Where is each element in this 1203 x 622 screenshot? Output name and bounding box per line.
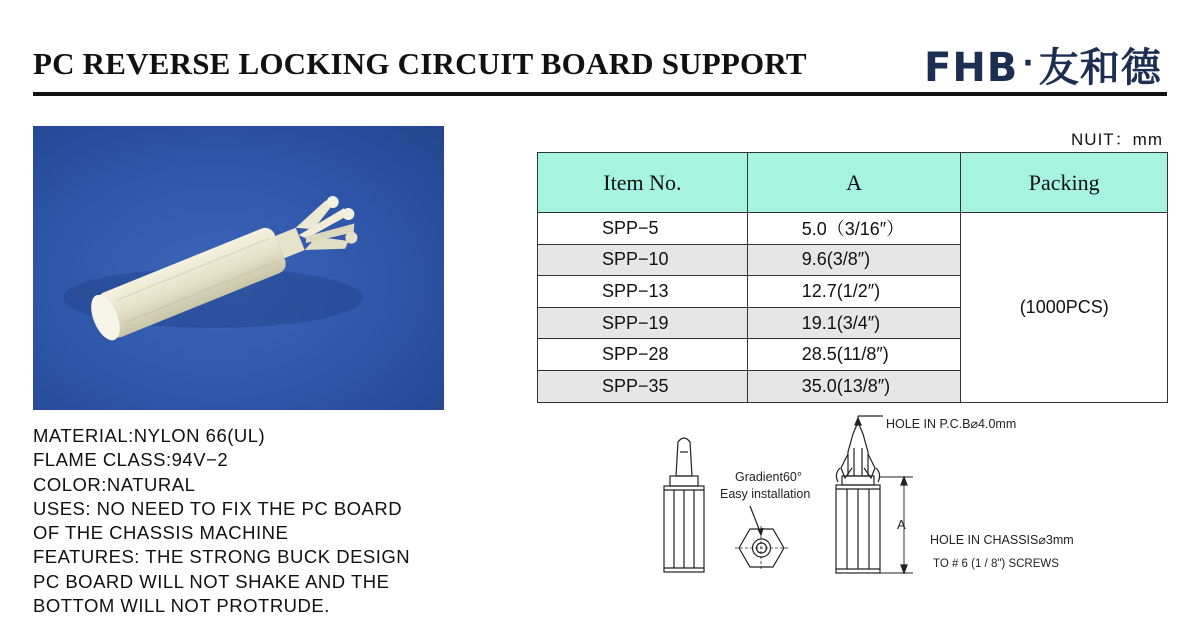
product-photo-illustration xyxy=(33,126,444,410)
cell-packing: (1000PCS) xyxy=(961,213,1168,403)
spec-line: USES: NO NEED TO FIX THE PC BOARD xyxy=(33,497,403,519)
table-row xyxy=(538,213,1168,245)
easy-install-label: Easy installation xyxy=(720,487,811,501)
spec-table xyxy=(537,152,1168,403)
product-photo xyxy=(33,126,444,410)
cell-a: 9.6(3/8″) xyxy=(747,244,961,276)
cell-item: SPP−10 xyxy=(538,244,748,276)
side-view-drawing xyxy=(664,438,704,572)
cell-a: 28.5(11/8″) xyxy=(747,339,961,371)
col-header-a: A xyxy=(747,153,961,213)
spec-list xyxy=(33,424,410,618)
spec-table-header xyxy=(538,153,1168,213)
header-rule xyxy=(33,92,1167,96)
screws-label: TO # 6 (1 / 8") SCREWS xyxy=(933,558,1059,570)
cell-item: SPP−28 xyxy=(538,339,748,371)
cell-item: SPP−35 xyxy=(538,370,748,402)
cell-item: SPP−19 xyxy=(538,307,748,339)
spec-line: COLOR:NATURAL xyxy=(33,473,196,495)
cell-a: 35.0(13/8″) xyxy=(747,370,961,402)
gradient-label: Gradient60° xyxy=(735,470,802,484)
spec-line: OF THE CHASSIS MACHINE xyxy=(33,522,289,544)
cell-a: 12.7(1/2″) xyxy=(747,276,961,308)
brand-dot: · xyxy=(1022,46,1035,81)
spec-line: BOTTOM WILL NOT PROTRUDE. xyxy=(33,595,330,617)
spec-line: FEATURES: THE STRONG BUCK DESIGN xyxy=(33,546,411,568)
dimension-a-label: A xyxy=(897,517,906,532)
cell-item: SPP−5 xyxy=(538,213,748,245)
brand-logo xyxy=(924,36,1162,93)
technical-drawing xyxy=(655,408,1115,588)
unit-label: NUIT：mm xyxy=(1071,130,1163,149)
hole-chassis-label: HOLE IN CHASSIS⌀3mm xyxy=(930,533,1074,547)
brand-cjk: 友和德 xyxy=(1038,45,1162,91)
hole-pcb-label: HOLE IN P.C.B⌀4.0mm xyxy=(886,417,1017,431)
col-header-packing: Packing xyxy=(961,153,1168,213)
col-header-item: Item No. xyxy=(538,153,748,213)
hex-top-view-drawing xyxy=(735,506,788,570)
cell-a: 5.0（3/16″） xyxy=(747,213,961,245)
spec-line: PC BOARD WILL NOT SHAKE AND THE xyxy=(33,570,390,592)
page-title: PC REVERSE LOCKING CIRCUIT BOARD SUPPORT xyxy=(33,46,807,81)
cell-a: 19.1(3/4″) xyxy=(747,307,961,339)
spec-line: MATERIAL:NYLON 66(UL) xyxy=(33,425,266,446)
brand-latin: FHB xyxy=(924,45,1019,91)
cell-item: SPP−13 xyxy=(538,276,748,308)
spec-line: FLAME CLASS:94V−2 xyxy=(33,449,229,471)
clip-side-view-drawing xyxy=(836,416,883,573)
